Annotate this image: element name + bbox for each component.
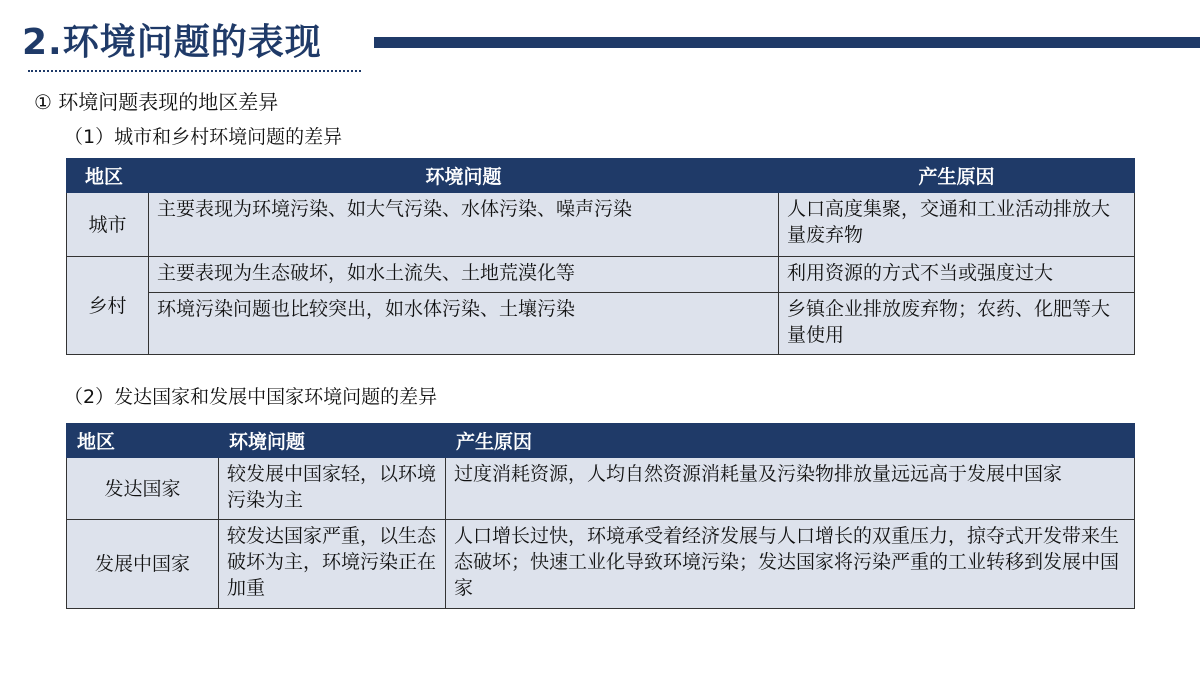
title-dotted-underline xyxy=(28,70,361,72)
table1-caption: （1）城市和乡村环境问题的差异 xyxy=(64,126,343,148)
problem-cell: 主要表现为环境污染、如大气污染、水体污染、噪声污染 xyxy=(149,193,779,257)
table-header-row xyxy=(67,424,1135,458)
header-cause: 产生原因 xyxy=(779,159,1135,193)
cause-cell: 利用资源的方式不当或强度过大 xyxy=(779,257,1135,293)
table-row xyxy=(67,520,1135,609)
problem-cell: 主要表现为生态破坏，如水土流失、土地荒漠化等 xyxy=(149,257,779,293)
urban-rural-table xyxy=(66,158,1135,355)
cause-cell: 人口高度集聚，交通和工业活动排放大量废弃物 xyxy=(779,193,1135,257)
header-problem: 环境问题 xyxy=(149,159,779,193)
region-cell: 发达国家 xyxy=(67,458,219,520)
problem-cell: 较发达国家严重，以生态破坏为主，环境污染正在加重 xyxy=(219,520,446,609)
header-problem: 环境问题 xyxy=(219,424,446,458)
problem-cell: 较发展中国家轻，以环境污染为主 xyxy=(219,458,446,520)
table-row xyxy=(67,257,1135,293)
table-header-row xyxy=(67,159,1135,193)
title-divider-bar xyxy=(374,37,1200,48)
table-row xyxy=(67,458,1135,520)
table-row xyxy=(67,193,1135,257)
cause-cell: 人口增长过快，环境承受着经济发展与人口增长的双重压力，掠夺式开发带来生态破坏；快速工业化导致环境污染；发达国家将污染严重的工业转移到发展中国家 xyxy=(446,520,1135,609)
table-row xyxy=(67,293,1135,355)
section-heading: ① 环境问题表现的地区差异 xyxy=(34,90,279,114)
header-region: 地区 xyxy=(67,424,219,458)
region-cell: 发展中国家 xyxy=(67,520,219,609)
cause-cell: 过度消耗资源，人均自然资源消耗量及污染物排放量远远高于发展中国家 xyxy=(446,458,1135,520)
table2-caption: （2）发达国家和发展中国家环境问题的差异 xyxy=(64,386,438,408)
region-cell: 乡村 xyxy=(67,257,149,355)
page-title: 2.环境问题的表现 xyxy=(22,22,322,63)
problem-cell: 环境污染问题也比较突出，如水体污染、土壤污染 xyxy=(149,293,779,355)
header-region: 地区 xyxy=(67,159,149,193)
header-cause: 产生原因 xyxy=(446,424,1135,458)
cause-cell: 乡镇企业排放废弃物；农药、化肥等大量使用 xyxy=(779,293,1135,355)
region-cell: 城市 xyxy=(67,193,149,257)
countries-table xyxy=(66,423,1135,609)
